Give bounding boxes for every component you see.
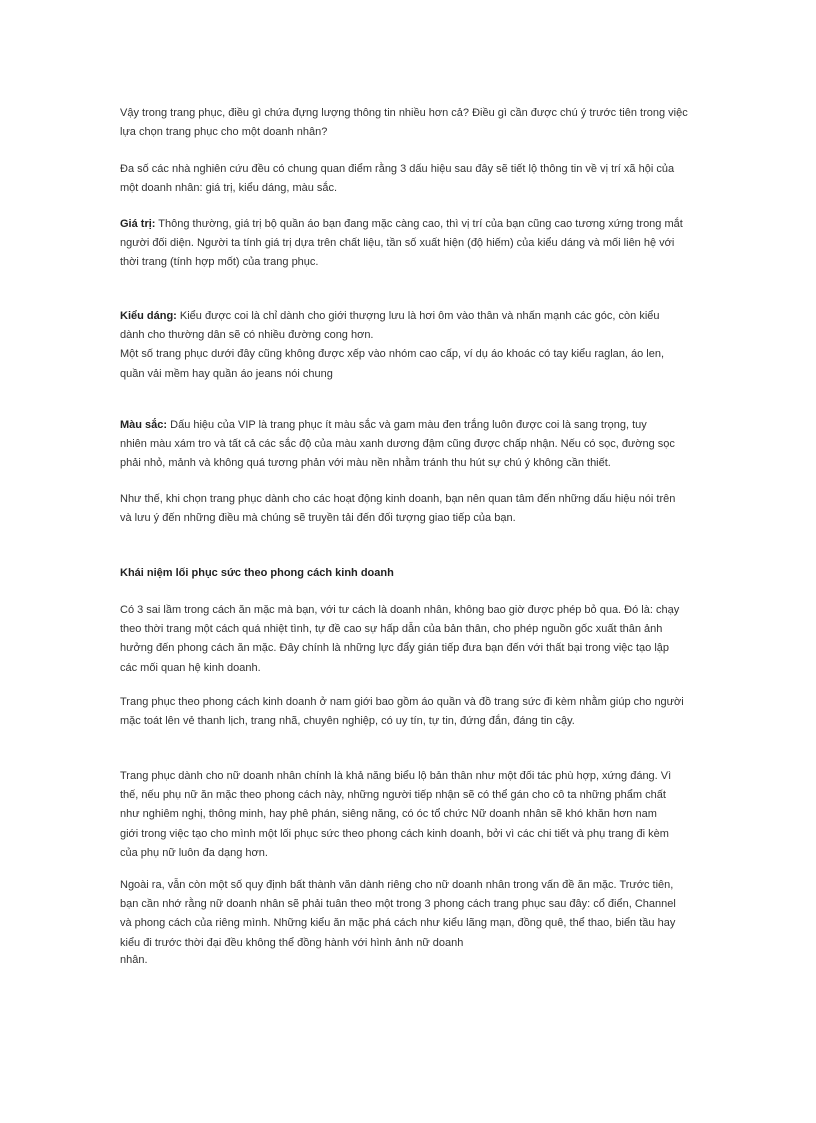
text-line: Trang phục dành cho nữ doanh nhân chính là khả năng biểu lộ bản thân như một đối tác phù hợp, xứng đáng. Vì [120,770,672,782]
label-color: Màu sắc: [120,419,168,431]
paragraph-three-signs [120,160,705,198]
text-line [120,307,705,326]
text-line: Đa số các nhà nghiên cứu đều có chung quan điểm rằng 3 dấu hiệu sau đây sẽ tiết lộ thông tin về vị trí xã hội của [120,163,675,175]
text-line: thế, nếu phụ nữ ăn mặc theo phong cách này, những người tiếp nhận sẽ có thể gán cho cô ta những phẩm chất [120,789,666,802]
text-line: lựa chọn trang phục cho một doanh nhân? [120,126,328,139]
paragraph-men-attire [120,693,705,731]
heading-text: Khái niệm lối phục sức theo phong cách kinh doanh [120,567,394,579]
text-line: mặc toát lên vẻ thanh lịch, trang nhã, chuyên nghiệp, có uy tín, tự tin, đứng đắn, đáng tin cậy. [120,715,575,728]
paragraph-three-mistakes [120,601,705,678]
text-line [120,215,705,234]
text-segment: Dấu hiệu của VIP là trang phục ít màu sắc và gam màu đen trắng luôn được coi là sang trọng, tuy [167,419,647,431]
text-line: nhân. [120,954,148,966]
paragraph-conclusion [120,490,705,528]
label-value: Giá trị: [120,218,156,230]
text-line: thời trang (tính hợp mốt) của trang phục. [120,256,319,269]
paragraph-continuation [120,951,705,970]
text-line: giới trong việc tạo cho mình một lối phục sức theo phong cách kinh doanh, bởi vì các chi tiết và phụ trang đi kèm [120,827,669,840]
text-line: Như thế, khi chọn trang phục dành cho các hoạt động kinh doanh, bạn nên quan tâm đến những dấu hiệu nói trên [120,493,676,505]
text-line: kiểu đi trước thời đại đều không thể đồng hành với hình ảnh nữ doanh [120,936,464,949]
text-line: bạn cần nhớ rằng nữ doanh nhân sẽ phải tuân theo một trong 3 phong cách trang phục sau đây: cổ điển, Channel [120,898,676,911]
text-line: của phụ nữ luôn đa dạng hơn. [120,846,268,859]
text-line: một doanh nhân: giá trị, kiểu dáng, màu sắc. [120,182,338,195]
text-line: dành cho thường dân sẽ có nhiều đường cong hơn. [120,329,374,342]
text-line: quần vải mềm hay quần áo jeans nói chung [120,367,333,380]
text-line: theo thời trang một cách quá nhiệt tình, tự đề cao sự hấp dẫn của bản thân, cho phép nguồn gốc xuất thân ảnh [120,623,663,636]
text-line: Ngoài ra, vẫn còn một số quy định bất thành văn dành riêng cho nữ doanh nhân trong vấn đề ăn mặc. Trước tiên, [120,879,674,891]
text-segment: Kiểu được coi là chỉ dành cho giới thượng lưu là hơi ôm vào thân và nhấn mạnh các góc, còn kiểu [176,310,660,322]
text-line: Một số trang phục dưới đây cũng không được xếp vào nhóm cao cấp, ví dụ áo khoác có tay kiểu raglan, áo len, [120,348,665,361]
text-line [120,416,705,435]
paragraph-intro-question [120,104,705,142]
text-line: như nghiêm nghị, thông minh, hay phê phán, siêng năng, có óc tổ chức Nữ doanh nhân sẽ khó khăn hơn nam [120,808,657,821]
label-style: Kiểu dáng: [120,310,177,322]
paragraph-color [120,416,705,474]
text-segment: Thông thường, giá trị bộ quần áo bạn đang mặc càng cao, thì vị trí của bạn cũng cao tương xứng trong mắt [155,218,683,230]
text-line: hưởng đến phong cách ăn mặc. Đây chính là những lực đẩy gián tiếp đưa bạn đến với thất bại trong việc tạo lập [120,642,670,655]
text-line: Vậy trong trang phục, điều gì chứa đựng lượng thông tin nhiều hơn cả? Điều gì cần được chú ý trước tiên trong việc [120,107,688,119]
text-line: và lưu ý đến những điều mà chúng sẽ truyền tải đến đối tượng giao tiếp của bạn. [120,512,516,525]
section-heading [120,564,705,583]
paragraph-women-attire [120,767,705,863]
text-line: người đối diện. Người ta tính giá trị dựa trên chất liệu, tần số xuất hiện (độ hiếm) của kiểu dáng và mối liên hệ với [120,237,675,250]
paragraph-style [120,307,705,384]
text-line: Trang phục theo phong cách kinh doanh ở nam giới bao gồm áo quần và đồ trang sức đi kèm nhằm giúp cho người [120,696,684,708]
text-line: nhiên màu xám tro và tất cả các sắc độ của màu xanh dương đậm cũng được chấp nhận. Nếu có sọc, đường sọc [120,438,675,451]
text-line: các mối quan hệ kinh doanh. [120,661,261,674]
paragraph-unwritten-rules [120,876,705,953]
text-line: Có 3 sai lầm trong cách ăn mặc mà bạn, với tư cách là doanh nhân, không bao giờ được phép bỏ qua. Đó là: chạy [120,604,680,616]
text-line: phải nhỏ, mảnh và không quá tương phản với màu nền nhằm tránh thu hút sự chú ý không cần thiết. [120,457,611,470]
text-line: và phong cách của riêng mình. Những kiểu ăn mặc phá cách như kiểu lãng mạn, đồng quê, thể thao, biển tầu hay [120,917,676,930]
paragraph-value [120,215,705,273]
